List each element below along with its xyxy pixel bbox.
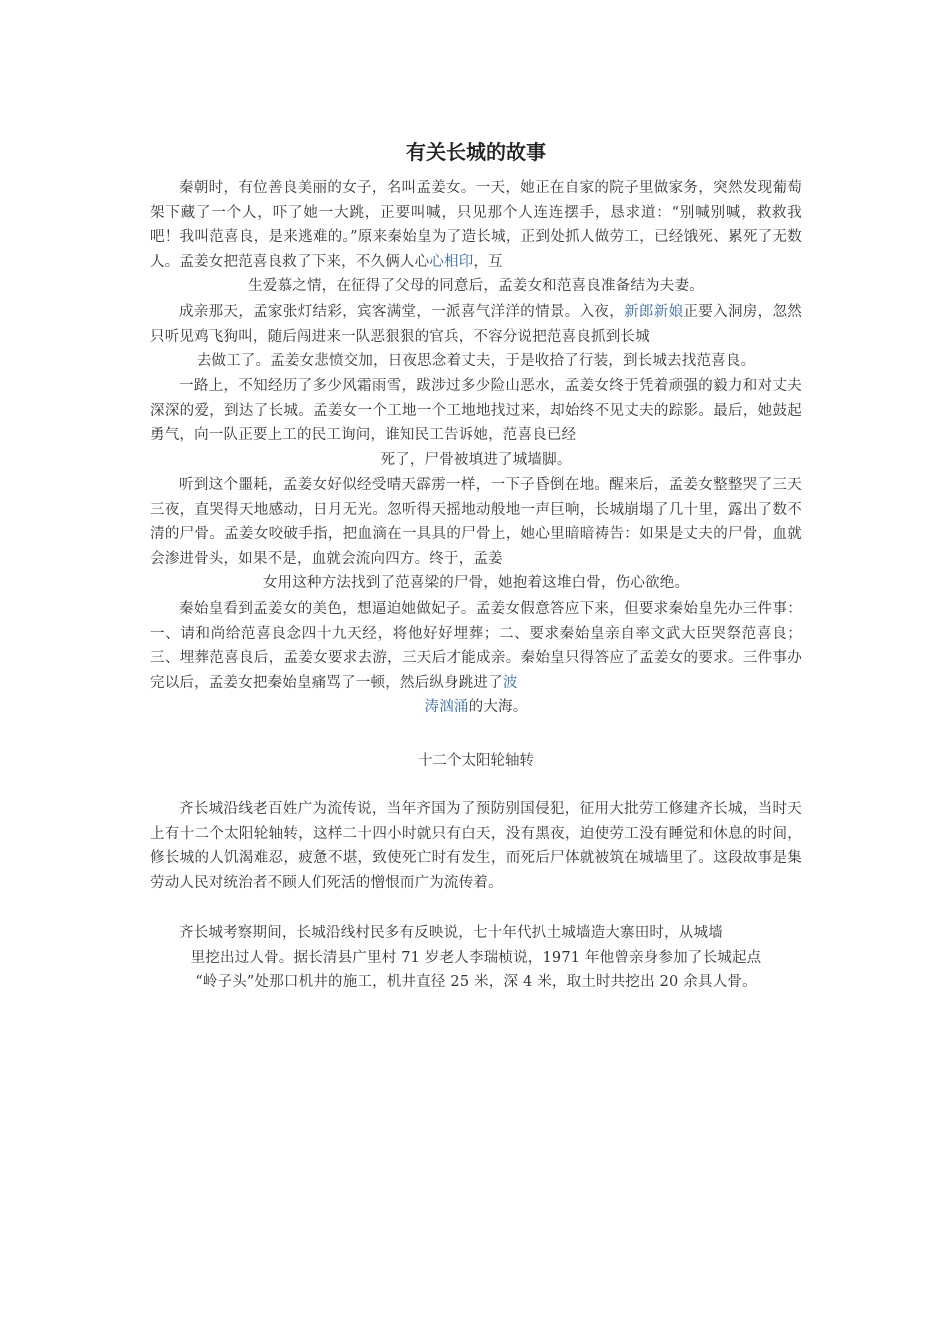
paragraph-text: 秦始皇看到孟姜女的美色，想逼迫她做妃子。孟姜女假意答应下来，但要求秦始皇先办三件事：一、请和尚给范喜良念四十九天经，将他好好埋葬；二、要求秦始皇亲自率文武大臣哭祭范喜良；三、埋葬范喜良后，孟姜女要求去游，三天后才能成亲。秦始皇只得答应了孟姜女的要求。三件事办完以后，孟姜女把秦始皇痛骂了一顿，然后纵身跳进了 <box>150 601 802 691</box>
paragraph-3 <box>150 374 802 472</box>
paragraph-text: 一路上，不知经历了多少风霜雨雪，跋涉过多少险山恶水，孟姜女终于凭着顽强的毅力和对丈夫深深的爱，到达了长城。孟姜女一个工地一个工地地找过来，却始终不见丈夫的踪影。最后，她鼓起勇气，向一队正要上工的民工询问，谁知民工告诉她，范喜良已经 <box>150 378 802 444</box>
link-xinlang-xinniang[interactable]: 新郎新娘 <box>624 304 684 320</box>
document-title: 有关长城的故事 <box>406 140 546 164</box>
link-xinxiangyin[interactable]: 心相印 <box>429 253 474 270</box>
link-botao-xiongyong-cont[interactable]: 涛汹涌 <box>424 699 469 716</box>
paragraph-5 <box>150 597 802 720</box>
link-botao-xiongyong[interactable]: 波 <box>502 674 518 691</box>
paragraph-last-line: 去做工了。孟姜女悲愤交加，日夜思念着丈夫，于是收拾了行装，到长城去找范喜良。 <box>196 353 756 370</box>
paragraph-line-2: 里挖出过人骨。据长清县广里村 71 岁老人李瑞桢说，1971 年他曾亲身参加了长城起点 <box>190 949 762 966</box>
paragraph-text: 齐长城沿线老百姓广为流传说，当年齐国为了预防别国侵犯，征用大批劳工修建齐长城，当时天上有十二个太阳轮轴转，这样二十四小时就只有白天，没有黑夜，迫使劳工没有睡觉和休息的时间，修长城的人饥渴难忍，疲惫不堪，致使死亡时有发生，而死后尸体就被筑在城墙里了。这段故事是集劳动人民对统治者不顾人们死活的憎恨而广为流传着。 <box>150 801 802 891</box>
paragraph-1 <box>150 176 802 299</box>
paragraph-last-line <box>150 695 802 720</box>
paragraph-text: 的大海。 <box>468 699 528 716</box>
paragraph-text: 正要入洞房，忽然只听见鸡飞狗叫，随后闯进来一队恶狠狠的官兵，不容分说把范喜良抓到长城 <box>150 304 803 345</box>
paragraph-text: 秦朝时，有位善良美丽的女子，名叫孟姜女。一天，她正在自家的院子里做家务，突然发现葡萄架下藏了一个人，吓了她一大跳，正要叫喊，只见那个人连连摆手，恳求道：“别喊别喊，救救我吧！我叫范喜良，是来逃难的。”原来秦始皇为了造长城，正到处抓人做劳工，已经饿死、累死了无数人。孟姜女把范喜良救了下来，不久俩人心 <box>150 180 802 270</box>
paragraph-last-line: 死了，尸骨被填进了城墙脚。 <box>380 451 572 468</box>
paragraph-7 <box>150 921 802 995</box>
paragraph-text: 成亲那天，孟家张灯结彩，宾客满堂，一派喜气洋洋的情景。入夜， <box>179 304 625 320</box>
paragraph-last-line: 生爱慕之情，在征得了父母的同意后，孟姜女和范喜良准备结为夫妻。 <box>248 278 704 295</box>
paragraph-text: 齐长城考察期间，长城沿线村民多有反映说，七十年代扒土城墙造大寨田时，从城墙 <box>179 925 723 941</box>
paragraph-2 <box>150 300 802 374</box>
paragraph-line-3: “岭子头”处那口机井的施工，机井直径 25 米，深 4 米，取土时共挖出 20 余具人骨。 <box>195 974 757 991</box>
section-subtitle: 十二个太阳轮轴转 <box>418 753 534 769</box>
paragraph-last-line: 女用这种方法找到了范喜梁的尸骨，她抱着这堆白骨，伤心欲绝。 <box>262 575 690 592</box>
paragraph-text: ，互 <box>473 253 503 270</box>
paragraph-4 <box>150 473 802 596</box>
paragraph-text: 听到这个噩耗，孟姜女好似经受晴天霹雳一样，一下子昏倒在地。醒来后，孟姜女整整哭了三天三夜，直哭得天地感动，日月无光。忽听得天摇地动般地一声巨响，长城崩塌了几十里，露出了数不清的尸骨。孟姜女咬破手指，把血滴在一具具的尸骨上，她心里暗暗祷告：如果是丈夫的尸骨，血就会渗进骨头，如果不是，血就会流向四方。终于，孟姜 <box>150 477 802 567</box>
paragraph-6 <box>150 797 802 895</box>
